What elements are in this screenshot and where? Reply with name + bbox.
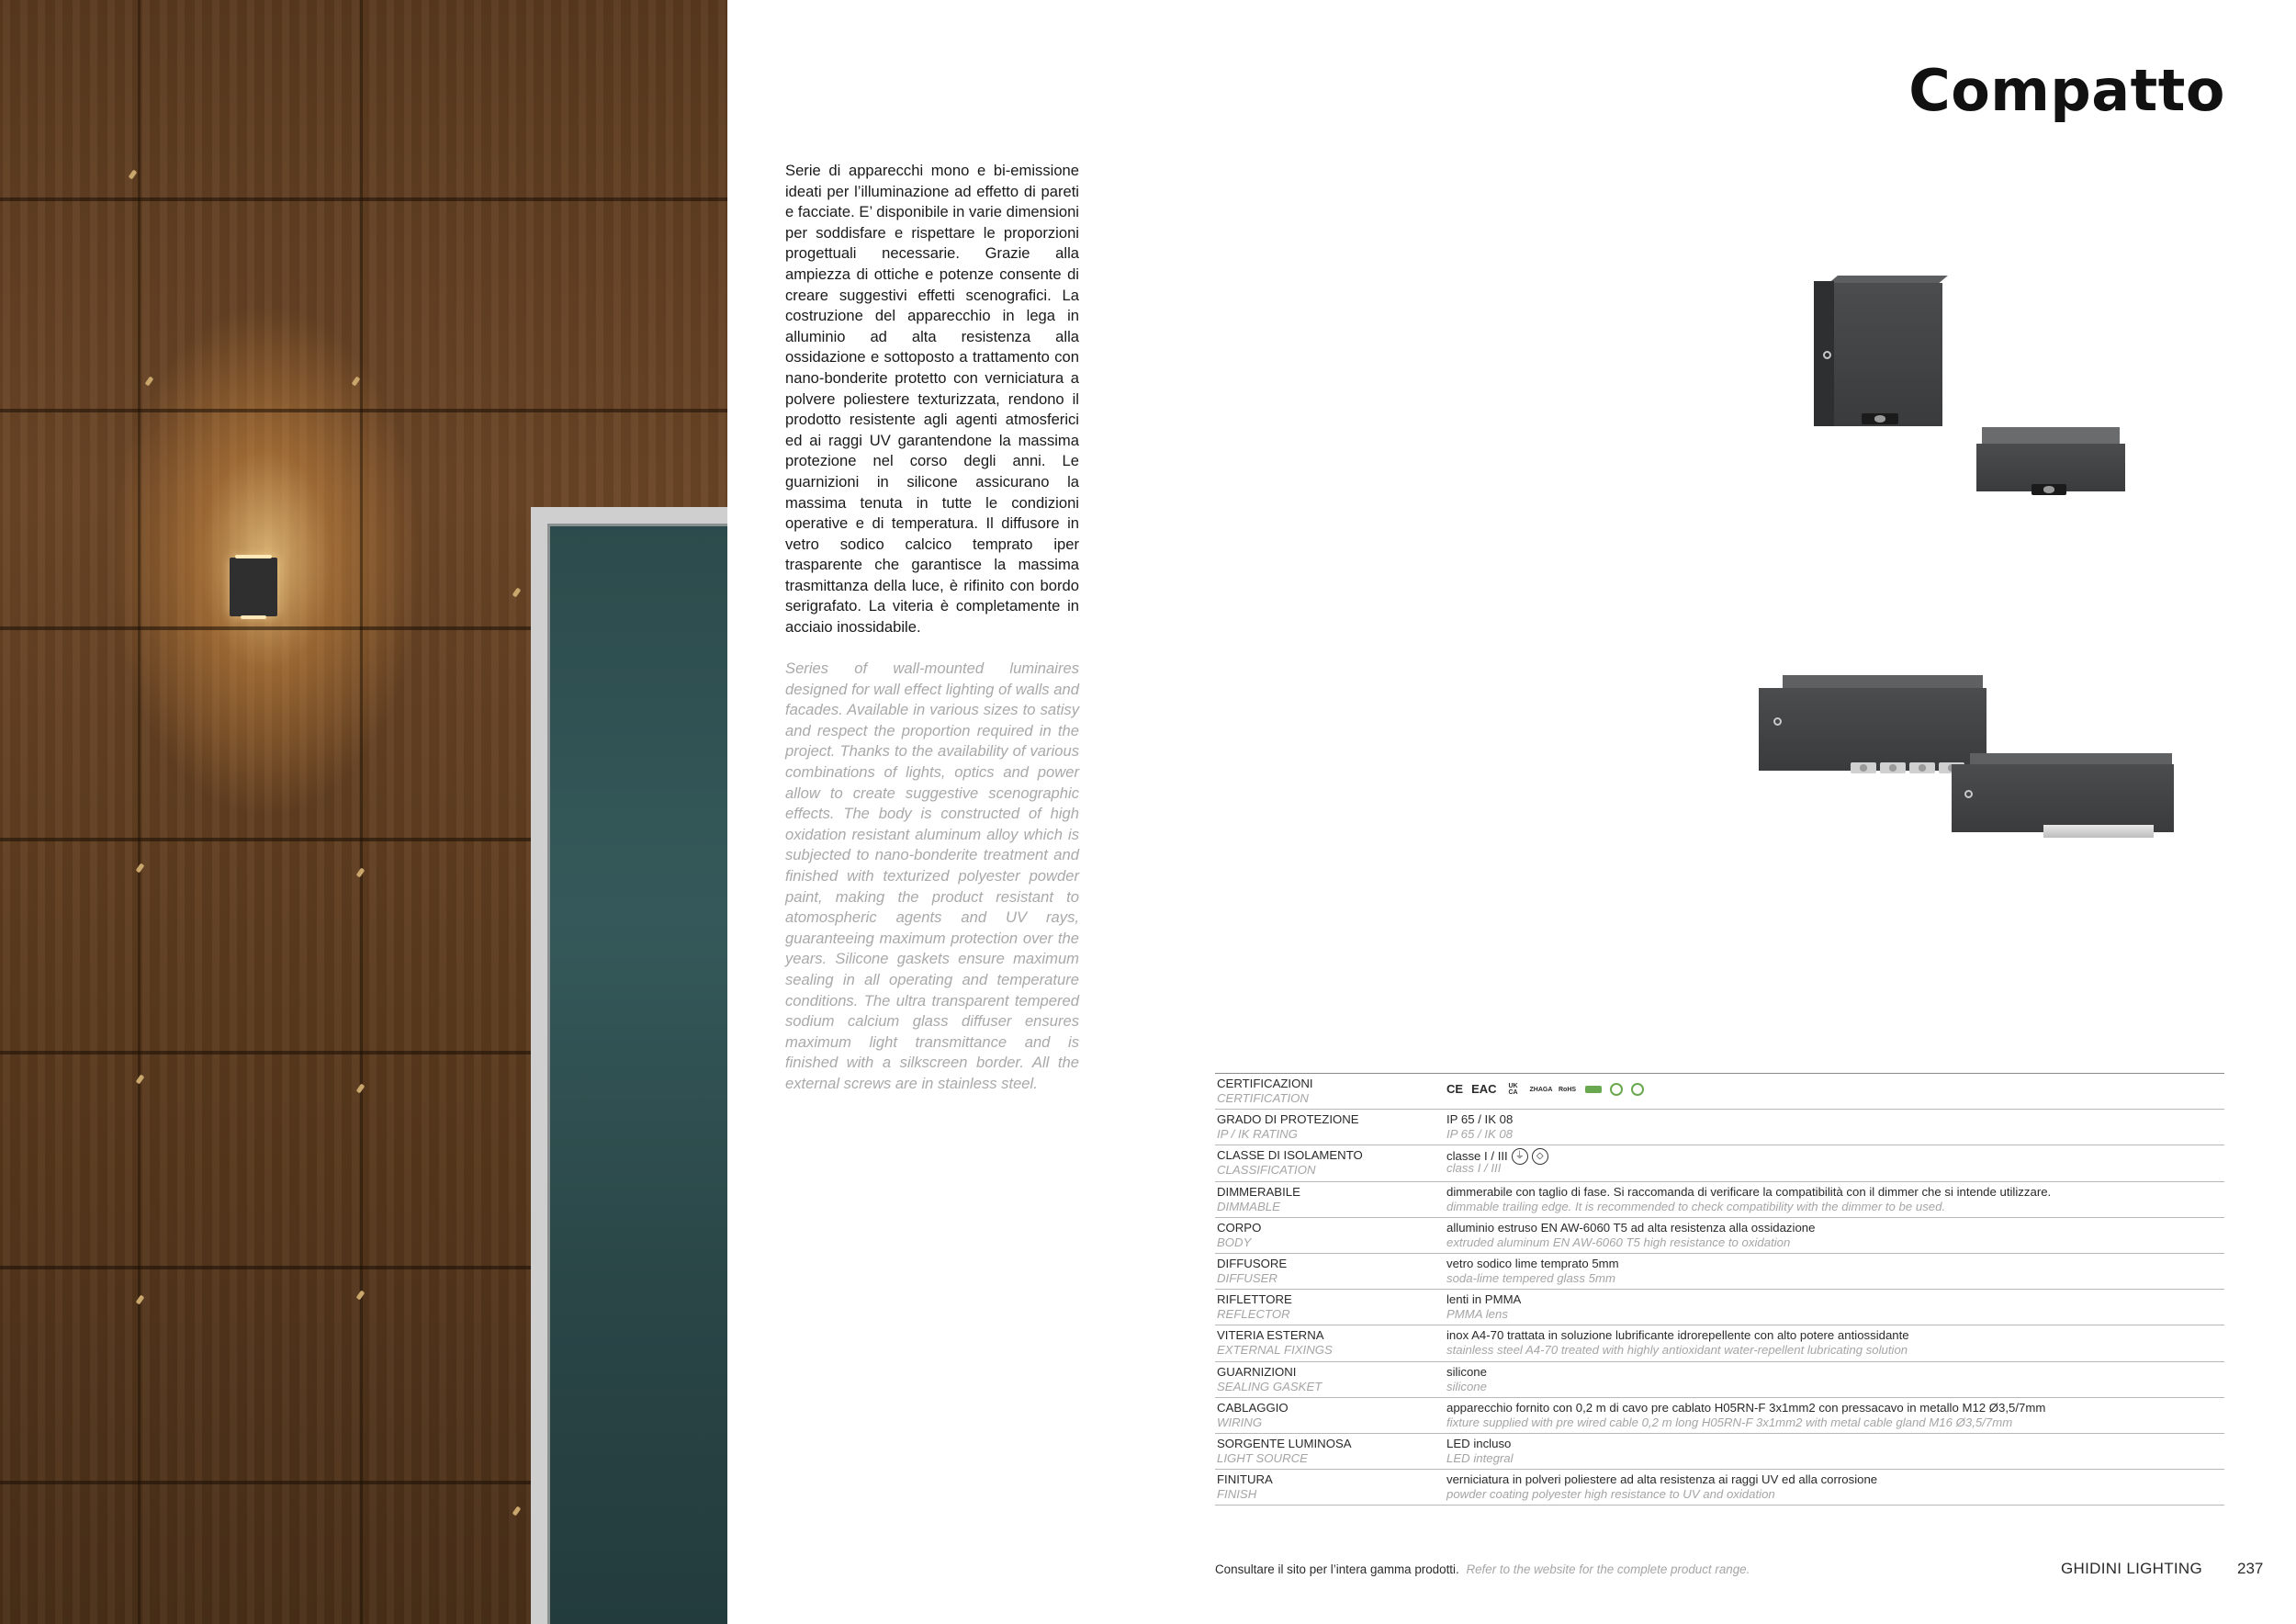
spec-value-english: LED integral [1446,1450,1514,1465]
panel-joint [0,197,727,201]
panel-joint [0,409,727,412]
pin [129,169,138,179]
hero-photo [0,0,727,1624]
spec-table [1215,1073,2224,1506]
brand-name: GHIDINI LIGHTING [2061,1560,2203,1577]
panel-joint [360,0,363,1624]
description-italian: Serie di apparecchi mono e bi-emissione ideati per l’illuminazione ad effetto di pareti e facciate. E’ disponibile in varie dimensioni per soddisfare e rispettare le proporzioni progettuali necessarie. Grazie alla ampiezza di ottiche e potenze consente di creare suggestivi effetti scenografici. La costruzione del apparecchio in lega in alluminio ad alta resistenza alla ossidazione e sottoposto a trattamento con nano-bonderite protetto con verniciatura a polvere poliestere texturizzata, rendono il prodotto resistente agli agenti atmosferici ed ai raggi UV garantendone la massima protezione nel corso degli anni. Le guarnizioni in silicone assicurano la massima tenuta in tutte le condizioni operative e di temperatura. Il diffusore in vetro sodico calcico temprato iper trasparente che garantisce la massima trasmittanza della luce, è rifinito con bordo serigrafato. La viteria è completamente in acciaio inossidabile. [785,162,1079,637]
spec-value: verniciatura in polveri poliestere ad alta resistenza ai raggi UV ed alla corrosione [1446,1472,1878,1487]
spec-label: DIMMERABILE [1217,1184,1300,1199]
ukca-mark-icon: UK CA [1508,1083,1518,1096]
spec-value-english: class I / III [1446,1161,1502,1176]
product-image-cube [1814,276,1965,441]
spec-value-english: dimmable trailing edge. It is recommended to check compatibility with the dimmer to be used. [1446,1199,1946,1213]
spec-label-english: CLASSIFICATION [1217,1163,1316,1178]
spec-value: classe I / III [1446,1149,1508,1164]
spec-row [1215,1182,2224,1218]
spec-row [1215,1434,2224,1470]
wall-luminaire [230,558,277,616]
spec-value: dimmerabile con taglio di fase. Si raccomanda di verificare la compatibilità con il dimmer che si intende utilizzare. [1446,1184,2052,1199]
page-title: Compatto [1908,57,2225,124]
eac-mark-icon: EAC [1471,1082,1497,1096]
spec-row [1215,1254,2224,1290]
spec-label: CLASSE DI ISOLAMENTO [1217,1148,1363,1163]
footer-note-italian: Consultare il sito per l’intera gamma prodotti. [1215,1562,1459,1576]
spec-label-english: EXTERNAL FIXINGS [1217,1343,1333,1358]
spec-label-english: SEALING GASKET [1217,1379,1322,1393]
spec-value-english: IP 65 / IK 08 [1446,1127,1514,1142]
spec-value: apparecchio fornito con 0,2 m di cavo pre cablato H05RN-F 3x1mm2 con pressacavo in metallo M12 Ø3,5/7mm [1446,1400,2046,1415]
spec-value: IP 65 / IK 08 [1446,1112,1514,1127]
spec-label-english: DIFFUSER [1217,1270,1277,1285]
spec-label: FINITURA [1217,1472,1273,1487]
spec-value-english: fixture supplied with pre wired cable 0,2 m long H05RN-F 3x1mm2 with metal cable gland M16 Ø3,5/7mm [1446,1415,2013,1429]
spec-value: inox A4-70 trattata in soluzione lubrificante idrorepellente con alto potere antiossidante [1446,1328,1909,1343]
spec-value-english: stainless steel A4-70 treated with highly antioxidant water-repellent lubricating solution [1446,1343,1908,1358]
spec-label-english: CERTIFICATION [1217,1091,1309,1105]
spec-label-english: FINISH [1217,1487,1257,1502]
description-english: Series of wall-mounted luminaires designed for wall effect lighting of walls and facades. Available in various sizes to satisy and respect the proportion required in the project. Thanks to the availability of various combinations of lights, optics and power allow to create suggestive scenographic effects. The body is constructed of high oxidation resistant aluminum alloy which is subjected to nano-bonderite treatment and finished with texturized polyester powder paint, making the product resistant to atomospheric agents and UV rays, guaranteeing maximum protection over the years. Silicone gaskets ensure maximum sealing in all operating and temperature conditions. The ultra transparent tempered sodium calcium glass diffuser ensures maximum light transmittance and is finished with a silkscreen border. All the external screws are in stainless steel. [785,660,1079,1092]
spec-label: DIFFUSORE [1217,1256,1288,1270]
spec-label: VITERIA ESTERNA [1217,1328,1324,1343]
ce-mark-icon: CE [1446,1082,1464,1096]
panel-joint [0,1481,531,1484]
pin [356,1083,366,1093]
page-number: 237 [2237,1560,2264,1577]
spec-label: SORGENTE LUMINOSA [1217,1436,1352,1450]
product-image-small [1973,427,2129,496]
spec-value: vetro sodico lime temprato 5mm [1446,1256,1619,1270]
pin [356,1290,366,1300]
spec-row [1215,1290,2224,1325]
spec-label: GRADO DI PROTEZIONE [1217,1112,1359,1127]
glass-recycle-icon [1631,1083,1644,1096]
pin [356,867,366,877]
spec-value-english: extruded aluminum EN AW-6060 T5 high resistance to oxidation [1446,1235,1791,1249]
spec-label-english: BODY [1217,1235,1252,1249]
spec-value-english: powder coating polyester high resistance to UV and oxidation [1446,1487,1775,1502]
window-frame [531,507,727,1624]
spec-row [1215,1362,2224,1398]
spec-label-english: REFLECTOR [1217,1307,1290,1322]
panel-joint [0,626,531,630]
spec-label-english: DIMMABLE [1217,1199,1280,1213]
panel-joint [0,1051,531,1054]
rohs-mark-icon: RoHS [1558,1086,1577,1093]
spec-row-certifications [1215,1074,2224,1110]
footer-note [1215,1562,1750,1576]
window-glass [547,524,727,1624]
spec-label: CERTIFICAZIONI [1217,1077,1313,1090]
led-mark-icon [1585,1086,1602,1093]
spec-label: GUARNIZIONI [1217,1364,1297,1379]
earth-ground-icon: ⏚ [1512,1148,1528,1165]
spec-row [1215,1145,2224,1181]
spec-label: CABLAGGIO [1217,1400,1289,1415]
alu-recycle-icon [1610,1083,1623,1096]
class-iii-icon: ◇ [1532,1148,1548,1165]
spec-value: alluminio estruso EN AW-6060 T5 ad alta resistenza alla ossidazione [1446,1220,1816,1235]
panel-joint [0,1266,531,1269]
spec-label-english: LIGHT SOURCE [1217,1450,1308,1465]
certification-marks [1446,1078,2218,1100]
spec-row [1215,1110,2224,1145]
spec-row [1215,1398,2224,1434]
spec-label-english: IP / IK RATING [1217,1127,1298,1142]
spec-label-english: WIRING [1217,1415,1263,1429]
footer-note-english: Refer to the website for the complete product range. [1466,1562,1750,1576]
zhaga-mark-icon: ZHAGA [1529,1086,1553,1093]
spec-value: LED incluso [1446,1436,1512,1450]
spec-row [1215,1218,2224,1254]
spec-label: RIFLETTORE [1217,1292,1292,1307]
panel-joint [0,838,531,841]
product-image-wide-diffuser [1952,753,2177,840]
panel-joint [138,0,141,1624]
spec-row [1215,1325,2224,1361]
spec-value: silicone [1446,1364,1487,1379]
pin [512,587,522,597]
spec-value: lenti in PMMA [1446,1292,1522,1307]
spec-value-english: PMMA lens [1446,1307,1508,1322]
spec-value-english: soda-lime tempered glass 5mm [1446,1270,1615,1285]
spec-label: CORPO [1217,1220,1262,1235]
pin [512,1506,522,1516]
spec-value-english: silicone [1446,1379,1487,1393]
spec-row [1215,1470,2224,1506]
